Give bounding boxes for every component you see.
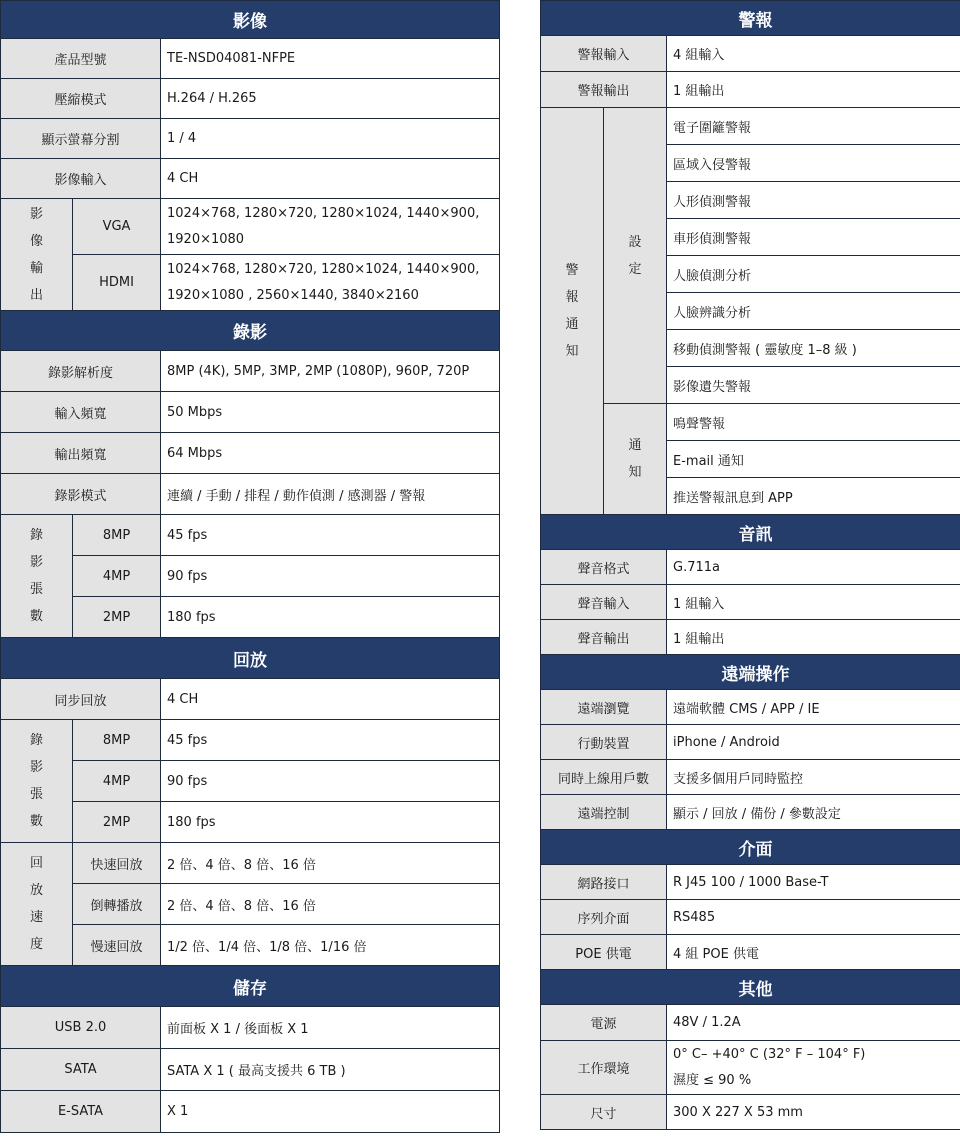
spec-row — [541, 795, 960, 830]
spec-row — [541, 1041, 960, 1095]
spec-value: 1024×768, 1280×720, 1280×1024, 1440×900, 1920×1080 — [161, 199, 500, 255]
spec-row — [541, 900, 960, 935]
spec-label: USB 2.0 — [1, 1007, 161, 1049]
spec-row — [1, 556, 500, 597]
spec-label: SATA — [1, 1049, 161, 1091]
spec-row — [541, 935, 960, 970]
spec-row — [1, 159, 500, 199]
spec-value: 90 fps — [161, 556, 500, 597]
spec-label: 聲音輸入 — [541, 585, 667, 620]
spec-row — [541, 72, 960, 108]
spec-row — [541, 585, 960, 620]
spec-row — [541, 865, 960, 900]
spec-label: 同時上線用戶數 — [541, 760, 667, 795]
group-label-record-fps: 錄 影 張 數 — [1, 515, 73, 638]
spec-row — [541, 725, 960, 760]
spec-value: 連續 / 手動 / 排程 / 動作偵測 / 感測器 / 警報 — [161, 474, 500, 515]
section-header-playback: 回放 — [1, 638, 500, 679]
spec-label: 同步回放 — [1, 679, 161, 720]
group-label-video-output: 影 像 輸 出 — [1, 199, 73, 311]
spec-value: SATA X 1 ( 最高支援共 6 TB ) — [161, 1049, 500, 1091]
spec-label: 網路接口 — [541, 865, 667, 900]
section-header-record: 錄影 — [1, 311, 500, 351]
spec-row — [541, 550, 960, 585]
spec-label: 錄影模式 — [1, 474, 161, 515]
spec-label: 影像輸入 — [1, 159, 161, 199]
spec-label: 輸出頻寬 — [1, 433, 161, 474]
spec-label: 2MP — [73, 802, 161, 843]
spec-value: 前面板 X 1 / 後面板 X 1 — [161, 1007, 500, 1049]
spec-value: 90 fps — [161, 761, 500, 802]
group-label-alarm-notify: 警 報 通 知 — [541, 108, 604, 515]
spec-value: 48V / 1.2A — [667, 1005, 960, 1041]
spec-value: 移動偵測警報 ( 靈敏度 1–8 級 ) — [667, 330, 960, 367]
spec-row — [541, 760, 960, 795]
spec-value: 2 倍、4 倍、8 倍、16 倍 — [161, 843, 500, 884]
spec-label: 序列介面 — [541, 900, 667, 935]
spec-row — [541, 36, 960, 72]
spec-label: 產品型號 — [1, 39, 161, 79]
spec-value: 1 / 4 — [161, 119, 500, 159]
spec-row — [1, 761, 500, 802]
spec-value: 4 組 POE 供電 — [667, 935, 960, 970]
spec-value: X 1 — [161, 1091, 500, 1133]
right-spec-table — [540, 0, 960, 1130]
spec-label: 2MP — [73, 597, 161, 638]
spec-value: 50 Mbps — [161, 392, 500, 433]
spec-value: 8MP (4K), 5MP, 3MP, 2MP (1080P), 960P, 720P — [161, 351, 500, 392]
spec-label: 倒轉播放 — [73, 884, 161, 925]
section-header-storage: 儲存 — [1, 966, 500, 1007]
spec-value: 45 fps — [161, 720, 500, 761]
section-header-alarm: 警報 — [541, 1, 960, 36]
spec-label: 4MP — [73, 556, 161, 597]
spec-label: E-SATA — [1, 1091, 161, 1133]
spec-row — [1, 79, 500, 119]
section-header-other: 其他 — [541, 970, 960, 1005]
spec-row — [1, 39, 500, 79]
spec-label: 行動裝置 — [541, 725, 667, 760]
spec-label: VGA — [73, 199, 161, 255]
spec-label: 8MP — [73, 515, 161, 556]
spec-row — [541, 690, 960, 725]
spec-row — [1, 1091, 500, 1133]
spec-row — [541, 108, 960, 145]
spec-row — [1, 392, 500, 433]
spec-value: 電子圍籬警報 — [667, 108, 960, 145]
spec-row — [541, 1005, 960, 1041]
section-header-interface: 介面 — [541, 830, 960, 865]
spec-label: 聲音輸出 — [541, 620, 667, 655]
spec-value: TE-NSD04081-NFPE — [161, 39, 500, 79]
spec-value: 180 fps — [161, 597, 500, 638]
spec-value: 推送警報訊息到 APP — [667, 478, 960, 515]
spec-row — [541, 404, 960, 441]
spec-label: 輸入頻寬 — [1, 392, 161, 433]
spec-value: 影像遺失警報 — [667, 367, 960, 404]
spec-value: 2 倍、4 倍、8 倍、16 倍 — [161, 884, 500, 925]
spec-row — [1, 351, 500, 392]
spec-value: 鳴聲警報 — [667, 404, 960, 441]
spec-row — [1, 720, 500, 761]
spec-label: 壓縮模式 — [1, 79, 161, 119]
spec-value: 1 組輸出 — [667, 72, 960, 108]
spec-value: 180 fps — [161, 802, 500, 843]
spec-label: 4MP — [73, 761, 161, 802]
spec-row — [1, 884, 500, 925]
spec-value: 1024×768, 1280×720, 1280×1024, 1440×900, 1920×1080 , 2560×1440, 3840×2160 — [161, 255, 500, 311]
spec-label: 警報輸出 — [541, 72, 667, 108]
spec-value: 顯示 / 回放 / 備份 / 參數設定 — [667, 795, 960, 830]
spec-row — [1, 1049, 500, 1091]
spec-label: 遠端瀏覽 — [541, 690, 667, 725]
group-label-playback-speed: 回 放 速 度 — [1, 843, 73, 966]
spec-label: 警報輸入 — [541, 36, 667, 72]
spec-value: 1/2 倍、1/4 倍、1/8 倍、1/16 倍 — [161, 925, 500, 966]
spec-label: 工作環境 — [541, 1041, 667, 1095]
spec-row — [1, 433, 500, 474]
spec-value: E-mail 通知 — [667, 441, 960, 478]
spec-value: 1 組輸入 — [667, 585, 960, 620]
spec-value: 4 組輸入 — [667, 36, 960, 72]
spec-row — [541, 620, 960, 655]
spec-value: 4 CH — [161, 159, 500, 199]
spec-row — [1, 474, 500, 515]
group-label-settings: 設 定 — [604, 108, 667, 404]
spec-row — [1, 515, 500, 556]
spec-value: 0° C– +40° C (32° F – 104° F) 濕度 ≤ 90 % — [667, 1041, 960, 1095]
section-header-audio: 音訊 — [541, 515, 960, 550]
spec-label: 遠端控制 — [541, 795, 667, 830]
spec-label: 顯示螢幕分割 — [1, 119, 161, 159]
spec-label: HDMI — [73, 255, 161, 311]
spec-value: G.711a — [667, 550, 960, 585]
spec-row — [541, 1095, 960, 1130]
spec-value: 64 Mbps — [161, 433, 500, 474]
spec-value: 人形偵測警報 — [667, 182, 960, 219]
spec-value: 遠端軟體 CMS / APP / IE — [667, 690, 960, 725]
spec-value: R J45 100 / 1000 Base-T — [667, 865, 960, 900]
spec-value: 45 fps — [161, 515, 500, 556]
spec-label: 電源 — [541, 1005, 667, 1041]
spec-row — [1, 119, 500, 159]
spec-value: 支援多個用戶同時監控 — [667, 760, 960, 795]
spec-value: H.264 / H.265 — [161, 79, 500, 119]
spec-label: 快速回放 — [73, 843, 161, 884]
spec-label: POE 供電 — [541, 935, 667, 970]
spec-value: iPhone / Android — [667, 725, 960, 760]
spec-row — [1, 802, 500, 843]
spec-label: 尺寸 — [541, 1095, 667, 1130]
spec-value: 人臉辨識分析 — [667, 293, 960, 330]
group-label-notice: 通 知 — [604, 404, 667, 515]
spec-row — [1, 843, 500, 884]
spec-value: 4 CH — [161, 679, 500, 720]
spec-label: 慢速回放 — [73, 925, 161, 966]
section-header-video: 影像 — [1, 1, 500, 39]
spec-label: 8MP — [73, 720, 161, 761]
group-label-playback-fps: 錄 影 張 數 — [1, 720, 73, 843]
spec-label: 聲音格式 — [541, 550, 667, 585]
spec-row — [1, 255, 500, 311]
spec-row — [1, 199, 500, 255]
spec-row — [1, 597, 500, 638]
spec-row — [1, 1007, 500, 1049]
spec-value: 區域入侵警報 — [667, 145, 960, 182]
spec-value: 1 組輸出 — [667, 620, 960, 655]
spec-value: 人臉偵測分析 — [667, 256, 960, 293]
section-header-remote: 遠端操作 — [541, 655, 960, 690]
spec-row — [1, 925, 500, 966]
spec-value: 300 X 227 X 53 mm — [667, 1095, 960, 1130]
spec-label: 錄影解析度 — [1, 351, 161, 392]
spec-row — [1, 679, 500, 720]
spec-value: 車形偵測警報 — [667, 219, 960, 256]
spec-value: RS485 — [667, 900, 960, 935]
